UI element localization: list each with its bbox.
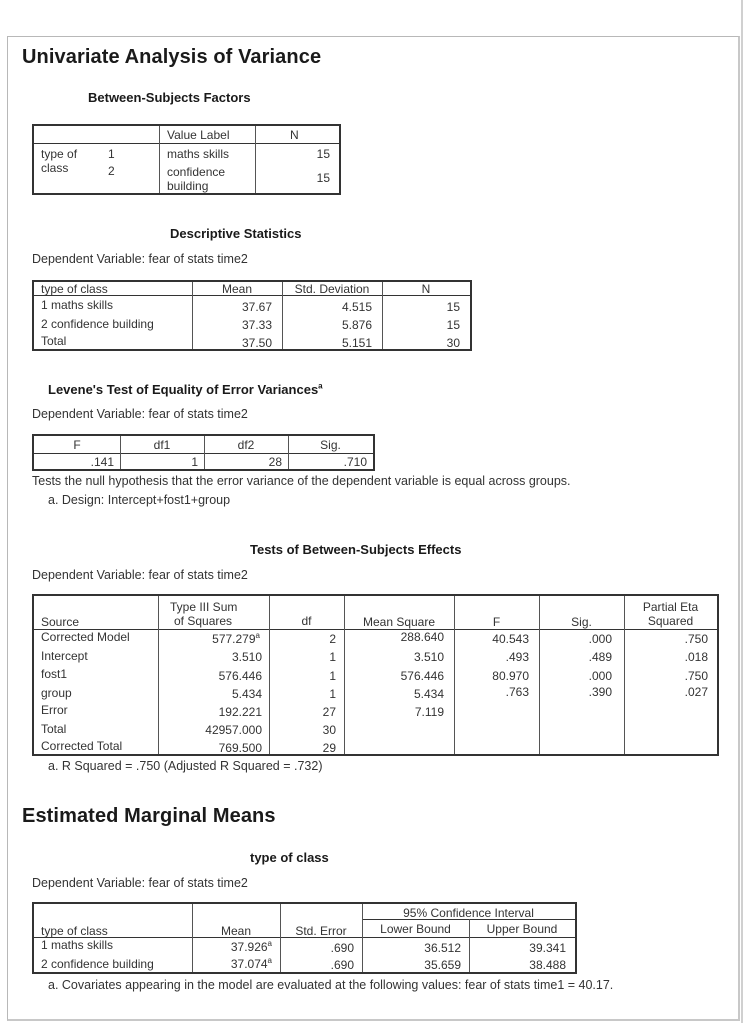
between-sig: .000 <box>588 669 612 683</box>
between-f: .763 <box>505 685 529 699</box>
between-dependent: Dependent Variable: fear of stats time2 <box>32 568 248 582</box>
emm-lower: 35.659 <box>424 958 461 972</box>
descriptive-header: N <box>421 282 431 296</box>
emm-header-type: type of class <box>41 924 108 938</box>
between-header-ms: Mean Square <box>362 615 436 629</box>
between-df: 1 <box>329 687 336 701</box>
emm-mean: 37.074$^a$ <box>230 956 272 971</box>
factors-row-label: type of <box>41 147 78 161</box>
between-sig: .489 <box>588 650 612 664</box>
between-source: fost1 <box>41 667 68 681</box>
between-ss: 3.510 <box>231 650 262 664</box>
between-header-eta: Partial Eta <box>642 600 699 614</box>
between-footnote: a. R Squared = .750 (Adjusted R Squared = .732) <box>48 759 323 773</box>
between-ms: 288.640 <box>400 630 444 644</box>
descriptive-title: Descriptive Statistics <box>170 226 302 241</box>
emm-row-label: 2 confidence building <box>41 957 154 971</box>
between-source: group <box>41 686 72 700</box>
between-eta: .018 <box>684 650 708 664</box>
between-source: Total <box>41 722 67 736</box>
levene-header: F <box>73 438 81 452</box>
descriptive-row-label: 2 confidence building <box>41 317 154 331</box>
between-ss: 576.446 <box>218 669 262 683</box>
between-table <box>32 594 719 756</box>
levene-note: Tests the null hypothesis that the error variance of the dependent variable is equal across groups. <box>32 474 571 488</box>
levene-value: .710 <box>343 455 367 469</box>
between-df: 27 <box>322 705 336 719</box>
emm-header-ci: 95% Confidence Interval <box>403 906 534 920</box>
factors-value-label: confidence <box>167 165 226 179</box>
factors-value-label: building <box>167 179 209 193</box>
factors-n: 15 <box>316 147 330 161</box>
between-source: Intercept <box>41 649 88 663</box>
page-title: Univariate Analysis of Variance <box>22 46 322 68</box>
descriptive-n: 15 <box>446 300 460 314</box>
between-f: 40.543 <box>492 632 529 646</box>
between-header-f: F <box>492 615 501 629</box>
factors-code: 1 <box>108 147 115 161</box>
levene-header: df1 <box>153 438 171 452</box>
emm-header-mean: Mean <box>220 924 252 938</box>
factors-table <box>32 124 341 195</box>
emm-subtitle: type of class <box>250 850 329 865</box>
emm-header-lower: Lower Bound <box>380 922 451 936</box>
between-f: .493 <box>505 650 529 664</box>
descriptive-sd: 4.515 <box>341 300 372 314</box>
between-ms: 576.446 <box>400 669 444 683</box>
between-header-sig: Sig. <box>571 615 592 629</box>
between-df: 29 <box>322 741 336 755</box>
between-ss: 192.221 <box>218 705 262 719</box>
factors-title: Between-Subjects Factors <box>88 90 251 105</box>
emm-lower: 36.512 <box>424 941 461 955</box>
between-source: Error <box>41 703 68 717</box>
between-header-df: df <box>301 614 312 628</box>
emm-title: Estimated Marginal Means <box>22 805 276 827</box>
emm-header-upper: Upper Bound <box>486 922 558 936</box>
between-sig: .000 <box>588 632 612 646</box>
between-source: Corrected Total <box>41 739 123 753</box>
levene-value: 28 <box>268 455 282 469</box>
between-source: Corrected Model <box>41 630 130 644</box>
levene-title: Levene's Test of Equality of Error Variances$^a$ <box>48 381 323 397</box>
levene-dependent: Dependent Variable: fear of stats time2 <box>32 407 248 421</box>
factors-col-n: N <box>290 128 299 142</box>
emm-mean: 37.926$^a$ <box>230 939 272 954</box>
levene-table <box>32 434 375 471</box>
between-ms: 3.510 <box>413 650 444 664</box>
emm-table <box>32 902 577 974</box>
between-eta: .750 <box>684 669 708 683</box>
between-df: 2 <box>329 632 336 646</box>
descriptive-mean: 37.50 <box>241 336 272 350</box>
between-ss: 5.434 <box>231 687 262 701</box>
emm-se: .690 <box>330 958 354 972</box>
emm-footnote: a. Covariates appearing in the model are evaluated at the following values: fear of stats time1 = 40.17. <box>48 978 614 992</box>
between-ss: 577.279$^a$ <box>212 631 260 646</box>
between-header-eta: Squared <box>647 614 694 628</box>
emm-dependent: Dependent Variable: fear of stats time2 <box>32 876 248 890</box>
descriptive-row-label: Total <box>41 334 67 348</box>
emm-upper: 38.488 <box>529 958 566 972</box>
descriptive-mean: 37.67 <box>241 300 272 314</box>
between-df: 30 <box>322 723 336 737</box>
descriptive-row-label: 1 maths skills <box>41 298 114 312</box>
levene-value: .141 <box>90 455 114 469</box>
factors-col-value-label: Value Label <box>167 128 230 142</box>
between-eta: .027 <box>684 685 708 699</box>
emm-header-se: Std. Error <box>295 924 347 938</box>
between-sig: .390 <box>588 685 612 699</box>
between-ms: 5.434 <box>413 687 444 701</box>
between-title: Tests of Between-Subjects Effects <box>250 542 462 557</box>
between-header-source: Source <box>41 615 80 629</box>
descriptive-sd: 5.876 <box>341 318 372 332</box>
factors-code: 2 <box>108 164 115 178</box>
between-f: 80.970 <box>492 669 529 683</box>
between-df: 1 <box>329 669 336 683</box>
emm-row-label: 1 maths skills <box>41 938 114 952</box>
descriptive-header: Mean <box>221 282 253 296</box>
factors-row-label: class <box>41 161 69 175</box>
descriptive-header: type of class <box>41 282 108 296</box>
emm-upper: 39.341 <box>529 941 566 955</box>
factors-n: 15 <box>316 171 330 185</box>
between-ss: 42957.000 <box>205 723 262 737</box>
descriptive-sd: 5.151 <box>341 336 372 350</box>
between-header-ss: of Squares <box>174 614 233 628</box>
factors-value-label: maths skills <box>167 147 230 161</box>
descriptive-mean: 37.33 <box>241 318 272 332</box>
descriptive-table <box>32 280 472 351</box>
descriptive-header: Std. Deviation <box>294 282 370 296</box>
between-eta: .750 <box>684 632 708 646</box>
descriptive-dependent: Dependent Variable: fear of stats time2 <box>32 252 248 266</box>
levene-header: df2 <box>237 438 255 452</box>
between-ms: 7.119 <box>414 705 444 719</box>
levene-header: Sig. <box>320 438 341 452</box>
levene-footnote: a. Design: Intercept+fost1+group <box>48 493 231 507</box>
between-df: 1 <box>329 650 336 664</box>
between-ss: 769.500 <box>218 741 262 755</box>
between-header-ss: Type III Sum <box>170 600 238 614</box>
descriptive-n: 15 <box>446 318 460 332</box>
levene-value: 1 <box>191 455 198 469</box>
descriptive-n: 30 <box>446 336 460 350</box>
emm-se: .690 <box>330 941 354 955</box>
